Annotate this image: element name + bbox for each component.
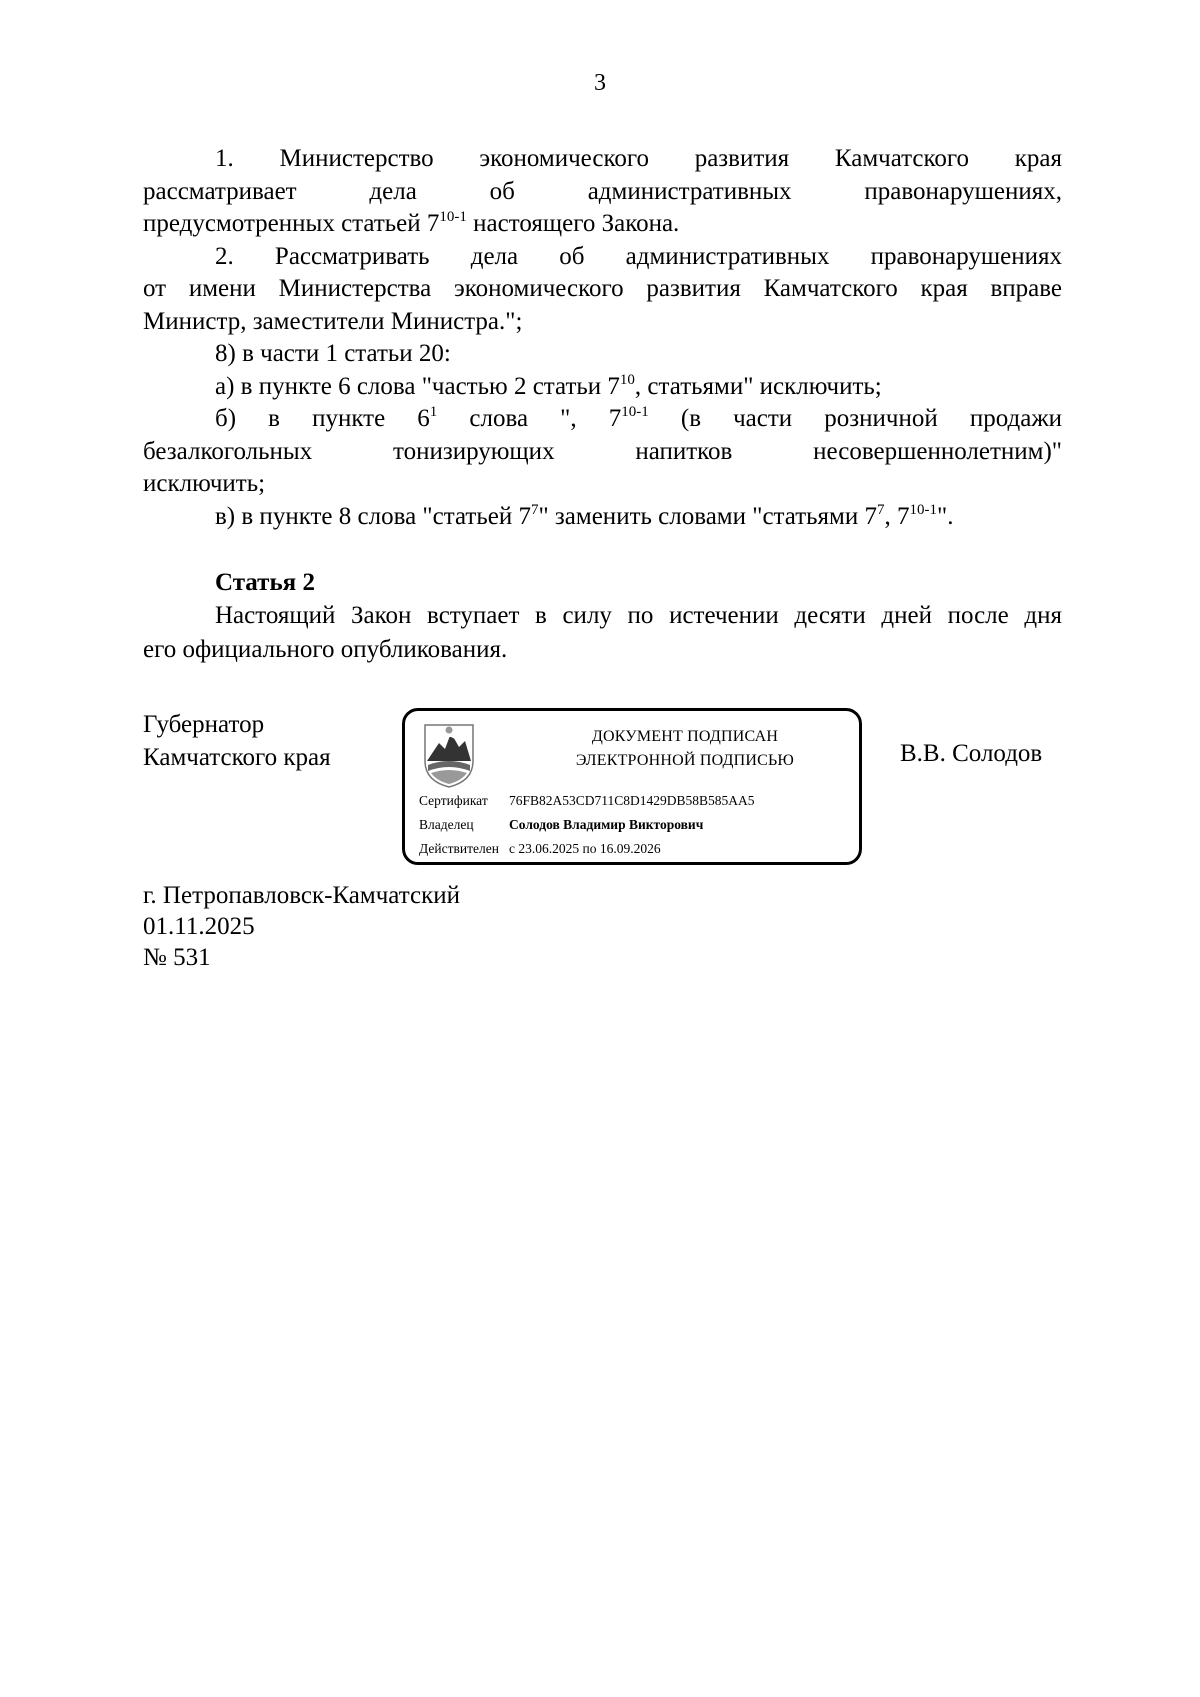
document-footer <box>143 880 460 973</box>
signatory-position-line-1: Губернатор <box>143 711 265 738</box>
paragraph-4: а) в пункте 6 слова "частью 2 статьи $7^{10}$, статьями" исключить; <box>215 371 882 400</box>
electronic-signature-stamp <box>402 708 862 865</box>
owner-value: Солодов Владимир Викторович <box>509 817 704 832</box>
owner-label: Владелец <box>419 817 474 832</box>
stamp-owner <box>419 817 703 833</box>
certificate-label: Сертификат <box>419 793 488 808</box>
paragraph-1-line-1: 1. Министерство экономического развития Камчатского края <box>215 145 1062 172</box>
paragraph-1-line-3: предусмотренных статьей 7$^{10-1}$ настоящего Закона. <box>143 209 680 237</box>
stamp-certificate <box>419 793 755 809</box>
article-2-line-1: Настоящий Закон вступает в силу по истечении десяти дней после дня <box>215 601 1062 629</box>
stamp-validity <box>419 841 661 857</box>
article-2-title: Статья 2 <box>215 569 315 596</box>
paragraph-6: в) в пункте 8 слова "статьей $7^7$" заменить словами "статьями $7^7$, 7$^{10-1}$". <box>215 501 954 530</box>
validity-label: Действителен <box>419 841 499 856</box>
signatory-position-line-2: Камчатского края <box>143 744 331 771</box>
document-number: № 531 <box>143 944 211 971</box>
article-1-continuation <box>143 143 1062 533</box>
certificate-value: 76FB82A53CD711C8D1429DB58B585AA5 <box>509 793 755 808</box>
signatory-position <box>143 708 331 774</box>
signatory-name: В.В. Солодов <box>900 740 1043 767</box>
stamp-title <box>525 725 845 773</box>
place-of-signing: г. Петропавловск-Камчатский <box>143 882 460 909</box>
paragraph-2-line-1: 2. Рассматривать дела об административных правонарушениях <box>215 242 1062 270</box>
paragraph-5-line-2: безалкогольных тонизирующих напитков несовершеннолетним)" <box>143 437 1062 465</box>
paragraph-1-line-2: рассматривает дела об административных правонарушениях, <box>143 177 1062 205</box>
paragraph-2-line-2: от имени Министерства экономического развития Камчатского края вправе <box>143 275 1062 302</box>
signing-date: 01.11.2025 <box>143 913 255 940</box>
paragraph-2-line-3: Министр, заместители Министра."; <box>143 307 523 335</box>
paragraph-5-line-1: б) в пункте $6^1$ слова ", 7$^{10-1}$ (в части розничной продажи <box>215 404 1062 432</box>
article-2-line-2: его официального опубликования. <box>143 636 508 663</box>
article-2 <box>143 567 1062 667</box>
paragraph-5-line-3: исключить; <box>143 470 266 497</box>
paragraph-3: 8) в части 1 статьи 20: <box>215 340 451 367</box>
kamchatka-emblem-icon <box>419 721 479 791</box>
validity-value: с 23.06.2025 по 16.09.2026 <box>509 841 661 856</box>
page-number: 3 <box>594 70 606 96</box>
stamp-title-line-2: ЭЛЕКТРОННОЙ ПОДПИСЬЮ <box>575 752 795 769</box>
stamp-title-line-1: ДОКУМЕНТ ПОДПИСАН <box>591 728 779 745</box>
